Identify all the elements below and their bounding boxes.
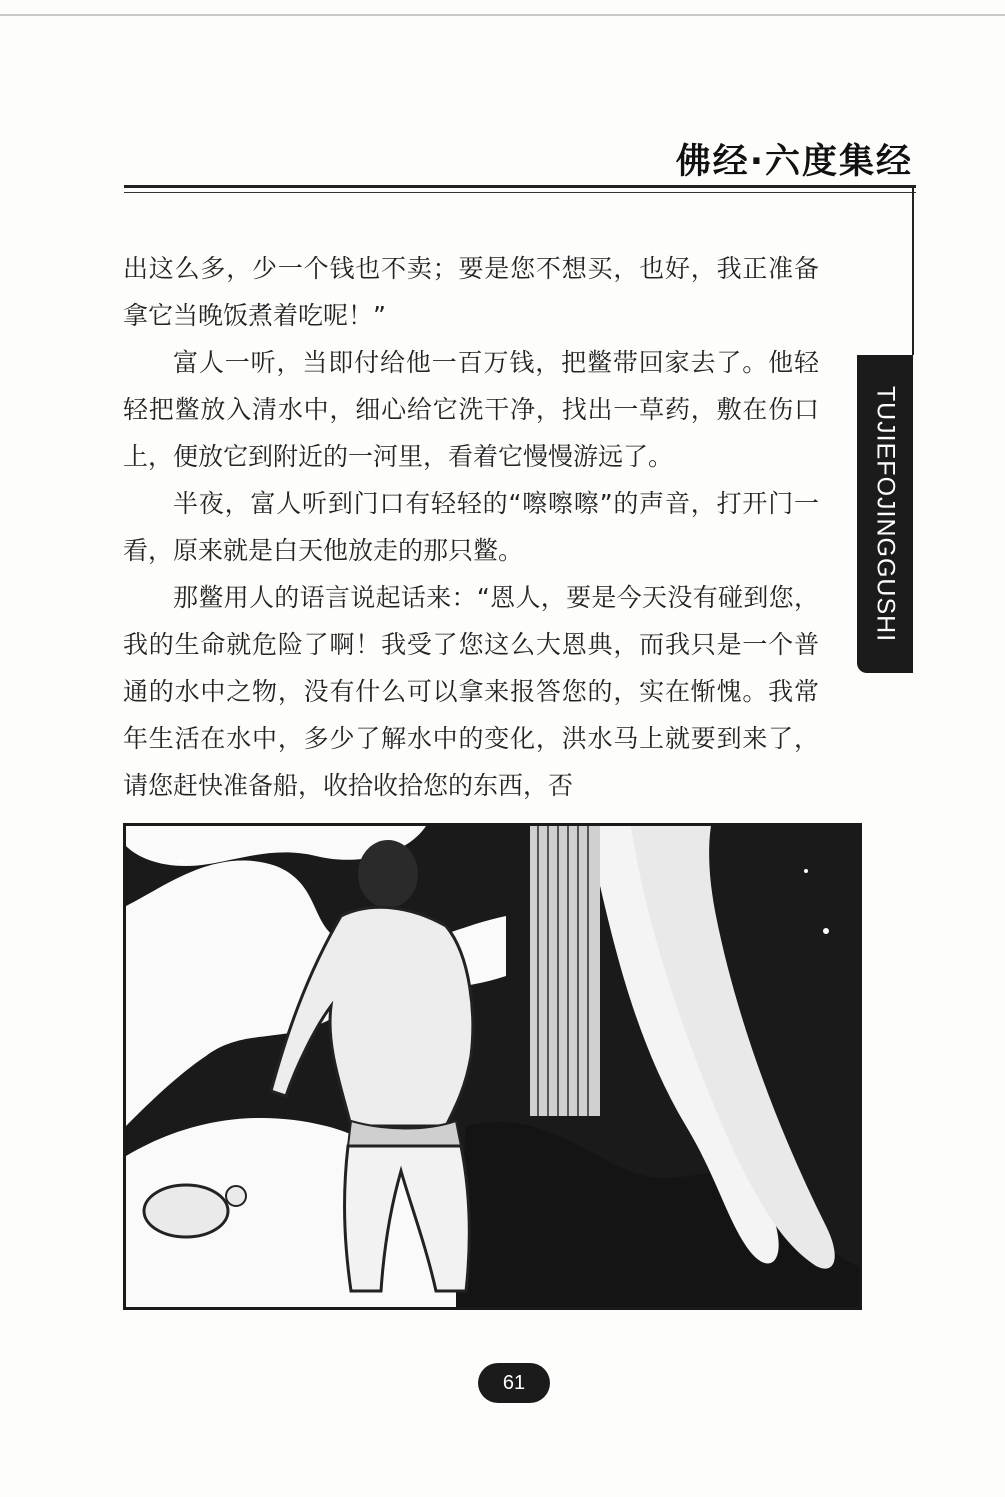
paragraph: 出这么多，少一个钱也不卖；要是您不想买，也好，我正准备拿它当晚饭煮着吃呢！” [123, 254, 819, 330]
top-edge-rule [0, 14, 1005, 16]
illustration [123, 823, 862, 1310]
body-text [123, 245, 819, 809]
running-header-title: 佛经·六度集经 [675, 142, 913, 182]
header-rule-thin [124, 192, 916, 193]
side-tab-text: TUJIEFOJINGGUSHI [871, 385, 900, 643]
page-number: 61 [478, 1363, 550, 1403]
illustration-drawing [126, 826, 859, 1307]
paragraph: 半夜，富人听到门口有轻轻的“嚓嚓嚓”的声音，打开门一看，原来就是白天他放走的那只鳖。 [123, 489, 819, 565]
side-thumb-tab [857, 355, 913, 673]
paragraph: 那鳖用人的语言说起话来：“恩人，要是今天没有碰到您，我的生命就危险了啊！我受了您这么大恩典，而我只是一个普通的水中之物，没有什么可以拿来报答您的，实在惭愧。我常年生活在水中，多少了解水中的变化，洪水马上就要到来了，请您赶快准备船，收拾收拾您的东西，否 [123, 583, 819, 800]
side-rule [912, 185, 914, 355]
header-rule [124, 185, 916, 188]
paragraph: 富人一听，当即付给他一百万钱，把鳖带回家去了。他轻轻把鳖放入清水中，细心给它洗干净，找出一草药，敷在伤口上，便放它到附近的一河里，看着它慢慢游远了。 [123, 348, 819, 471]
